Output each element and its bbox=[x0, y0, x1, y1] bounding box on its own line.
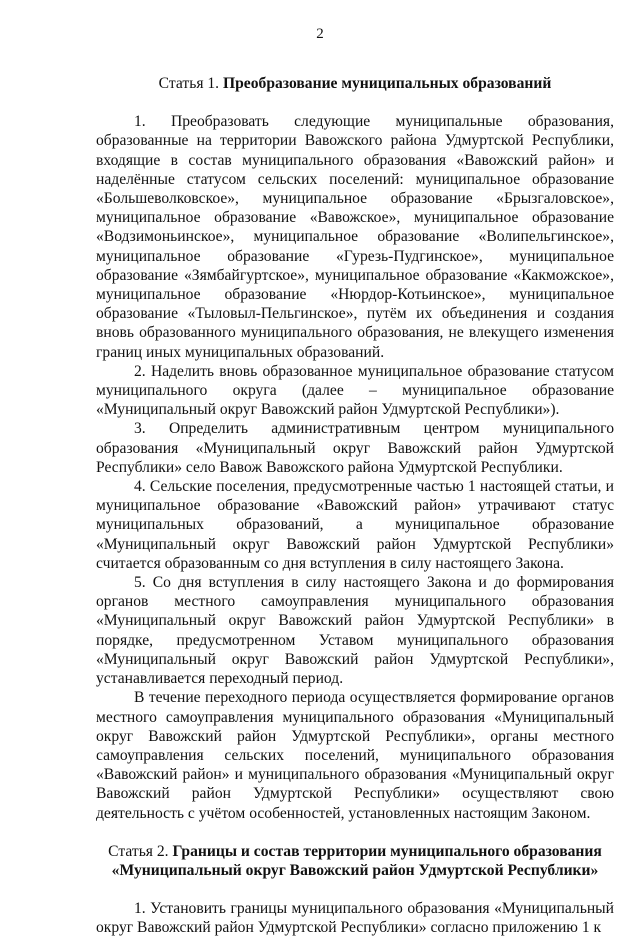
article-1-prefix: Статья 1. bbox=[158, 75, 220, 92]
article-2-heading bbox=[96, 842, 614, 880]
article-1-paragraph-2: 2. Наделить вновь образованное муниципальное образование статусом муниципального округа (далее – муниципальное образование «Муниципальный округ Вавожский район Удмуртской Республики»). bbox=[96, 362, 614, 419]
spacer bbox=[96, 823, 614, 842]
spacer bbox=[96, 93, 614, 112]
article-1-title: Преобразование муниципальных образований bbox=[223, 75, 552, 92]
article-1-paragraph-3: 3. Определить административным центром муниципального образования «Муниципальный округ Вавожский район Удмуртской Республики» село Вавож Вавожского района Удмуртской Республики. bbox=[96, 420, 614, 476]
page-number: 2 bbox=[316, 26, 324, 42]
article-1-paragraph-1: 1. Преобразовать следующие муниципальные образования, образованные на территории Вавожского района Удмуртской Республики, входящие в состав муниципального образования «Вавожский район» и наделённые статусом сельских поселений: муниципальное образование «Большеволковское», муниципальное образование «Брызгаловское», муниципальное образование «Вавожское», муниципальное образование «Водзимоньинское», муниципальное образование «Волипельгинское», муниципальное образование «Гурезь-Пудгинское», муниципальное образование «Зямбайгуртское», муниципальное образование «Какможское», муниципальное образование «Нюрдор-Котьинское», муниципальное образование «Тыловыл-Пельгинское», путём их объединения и создания вновь образованного муниципального образования, не влекущего изменения границ иных муниципальных образований. bbox=[96, 113, 614, 361]
article-2-prefix: Статья 2. bbox=[108, 842, 169, 860]
article-1-heading bbox=[96, 74, 614, 93]
spacer bbox=[96, 880, 614, 899]
article-1-paragraph-4: 4. Сельские поселения, предусмотренные частью 1 настоящей статьи, и муниципальное образование «Вавожский район» утрачивают статус муниципальных образований, а муниципальное образование «Муниципальный округ Вавожский район Удмуртской Республики» считается образованным со дня вступления в силу настоящего Закона. bbox=[96, 478, 614, 572]
article-2-title-line-1: Границы и состав территории муниципального образования bbox=[172, 842, 602, 860]
article-1-paragraph-5: 5. Со дня вступления в силу настоящего Закона и до формирования органов местного самоуправления муниципального образования «Муниципальный округ Вавожский район Удмуртской Республики» в порядке, предусмотренном Уставом муниципального образования «Муниципальный округ Вавожский район Удмуртской Республики», устанавливается переходный период. bbox=[96, 574, 614, 688]
article-2-title-line-2: «Муниципальный округ Вавожский район Удмуртской Республики» bbox=[111, 861, 599, 879]
article-2-paragraph-1: 1. Установить границы муниципального образования «Муниципальный округ Вавожский район Удмуртской Республики» согласно приложению 1 к bbox=[96, 900, 614, 937]
document-body bbox=[96, 74, 614, 938]
article-1-paragraph-6: В течение переходного периода осуществляется формирование органов местного самоуправления муниципального образования «Муниципальный округ Вавожский район Удмуртской Республики», органы местного самоуправления сельских поселений, муниципального образования «Вавожский район» и муниципального образования «Муниципальный округ Вавожский район Удмуртской Республики» осуществляют свою деятельность с учётом особенностей, установленных настоящим Законом. bbox=[96, 689, 614, 822]
